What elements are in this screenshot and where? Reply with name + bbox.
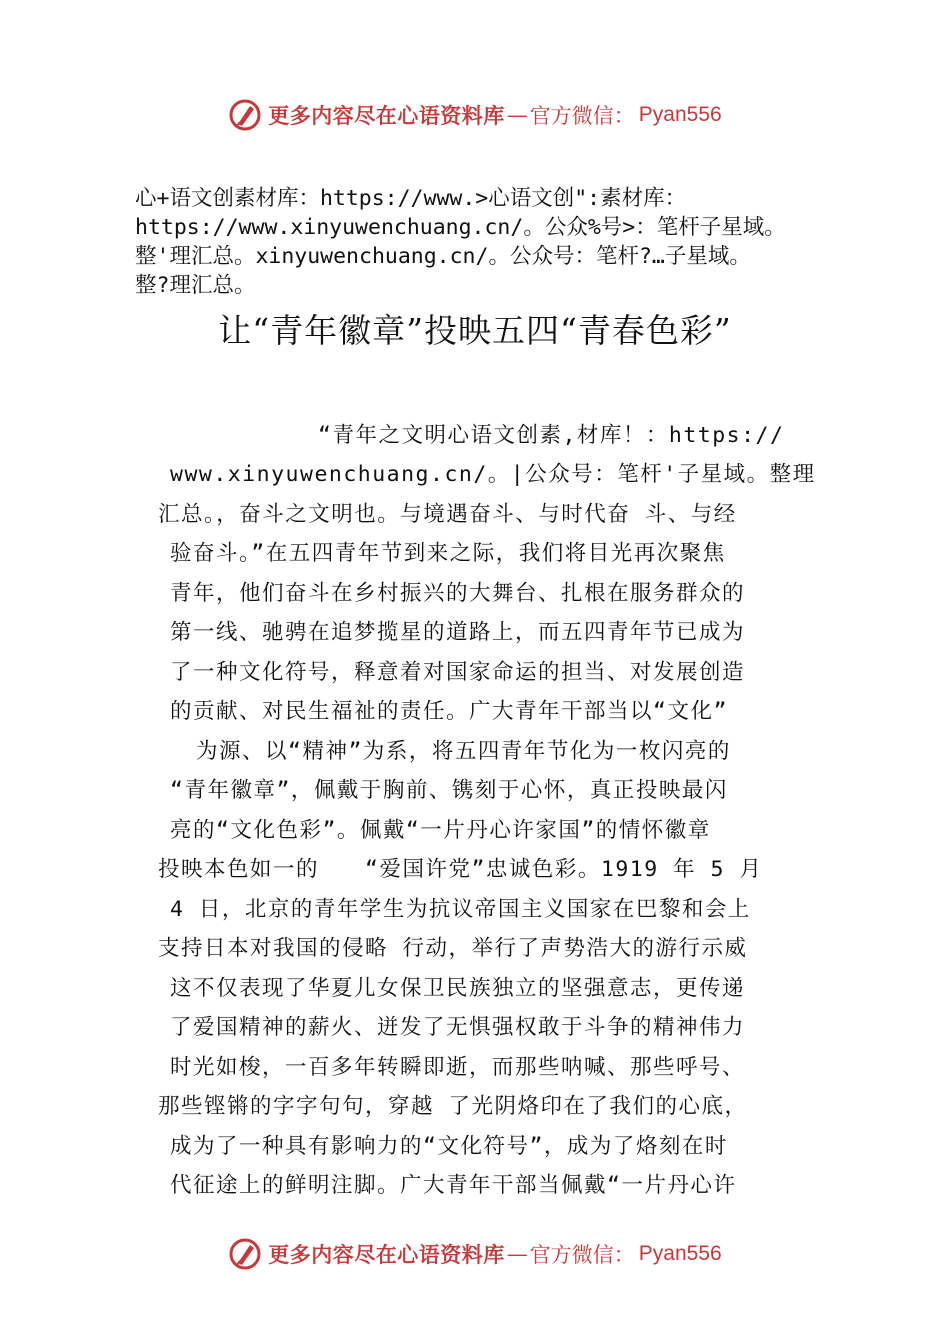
body-line: 投映本色如一的 “爱国许党”忠诚色彩。1919 年 5 月 xyxy=(158,857,763,882)
body-line: 了一种文化符号，释意着对国家命运的担当、对发展创造 xyxy=(170,660,746,685)
header-line: 整?理汇总。 xyxy=(135,273,256,298)
body-line: “青年徽章”，佩戴于胸前、镌刻于心怀，真正投映最闪 xyxy=(170,778,728,803)
banner-separator: — xyxy=(506,1242,528,1266)
banner-label: 官方微信： xyxy=(529,104,635,128)
banner-text: 更多内容尽在心语资料库 xyxy=(268,103,505,128)
body-line: 时光如梭，一百多年转瞬即逝，而那些呐喊、那些呼号、 xyxy=(170,1055,746,1080)
body-line: 了爱国精神的薪火、迸发了无惧强权敢于斗争的精神伟力 xyxy=(170,1015,746,1040)
body-line: 验奋斗。”在五四青年节到来之际，我们将目光再次聚焦 xyxy=(170,541,726,566)
body-line: 支持日本对我国的侵略 行动，举行了声势浩大的游行示威 xyxy=(158,936,748,961)
bottom-banner xyxy=(0,1234,950,1274)
body-line: 成为了一种具有影响力的“文化符号”，成为了烙刻在时 xyxy=(170,1134,728,1159)
body-line: www.xinyuwenchuang.cn/。|公众号：笔杆'子星域。整理 xyxy=(170,462,816,487)
body-line: 第一线、驰骋在追梦揽星的道路上，而五四青年节已成为 xyxy=(170,620,746,645)
top-banner xyxy=(0,95,950,135)
body-line: 代征途上的鲜明注脚。广大青年干部当佩戴“一片丹心许 xyxy=(170,1173,737,1198)
body-line: 这不仅表现了华夏儿女保卫民族独立的坚强意志，更传递 xyxy=(170,976,746,1001)
page-title: 让“青年徽章”投映五四“青春色彩” xyxy=(218,311,732,350)
header-text-block xyxy=(135,184,825,300)
body-line: 4 日，北京的青年学生为抗议帝国主义国家在巴黎和会上 xyxy=(170,897,751,922)
banner-wechat-id: Pyan556 xyxy=(638,103,722,126)
banner-text: 更多内容尽在心语资料库 xyxy=(268,1242,505,1267)
header-line: 心+语文创素材库：https://www.>心语文创":素材库： xyxy=(135,186,687,211)
body-line: 那些铿锵的字字句句，穿越 了光阴烙印在了我们的心底， xyxy=(158,1094,748,1119)
banner-wechat-id: Pyan556 xyxy=(638,1242,722,1265)
body-line: 汇总。，奋斗之文明也。与境遇奋斗、与时代奋 斗、与经 xyxy=(158,502,737,527)
body-line: 亮的“文化色彩”。佩戴“一片丹心许家国”的情怀徽章 xyxy=(170,818,711,843)
body-line: 为源、以“精神”为系，将五四青年节化为一枚闪亮的 xyxy=(196,739,731,764)
header-line: https://www.xinyuwenchuang.cn/。公众%号>：笔杆子星域。 xyxy=(135,215,786,240)
quill-seal-icon xyxy=(228,1237,262,1271)
quill-seal-icon xyxy=(228,98,262,132)
banner-label: 官方微信： xyxy=(529,1243,635,1267)
body-line: 青年，他们奋斗在乡村振兴的大舞台、扎根在服务群众的 xyxy=(170,581,746,606)
header-line: 整'理汇总。xinyuwenchuang.cn/。公众号：笔杆?…子星域。 xyxy=(135,244,751,269)
banner-separator: — xyxy=(506,103,528,127)
body-line: “青年之文明心语文创素,材库！：https:// xyxy=(318,423,785,448)
body-line: 的贡献、对民生福祉的责任。广大青年干部当以“文化” xyxy=(170,699,728,724)
